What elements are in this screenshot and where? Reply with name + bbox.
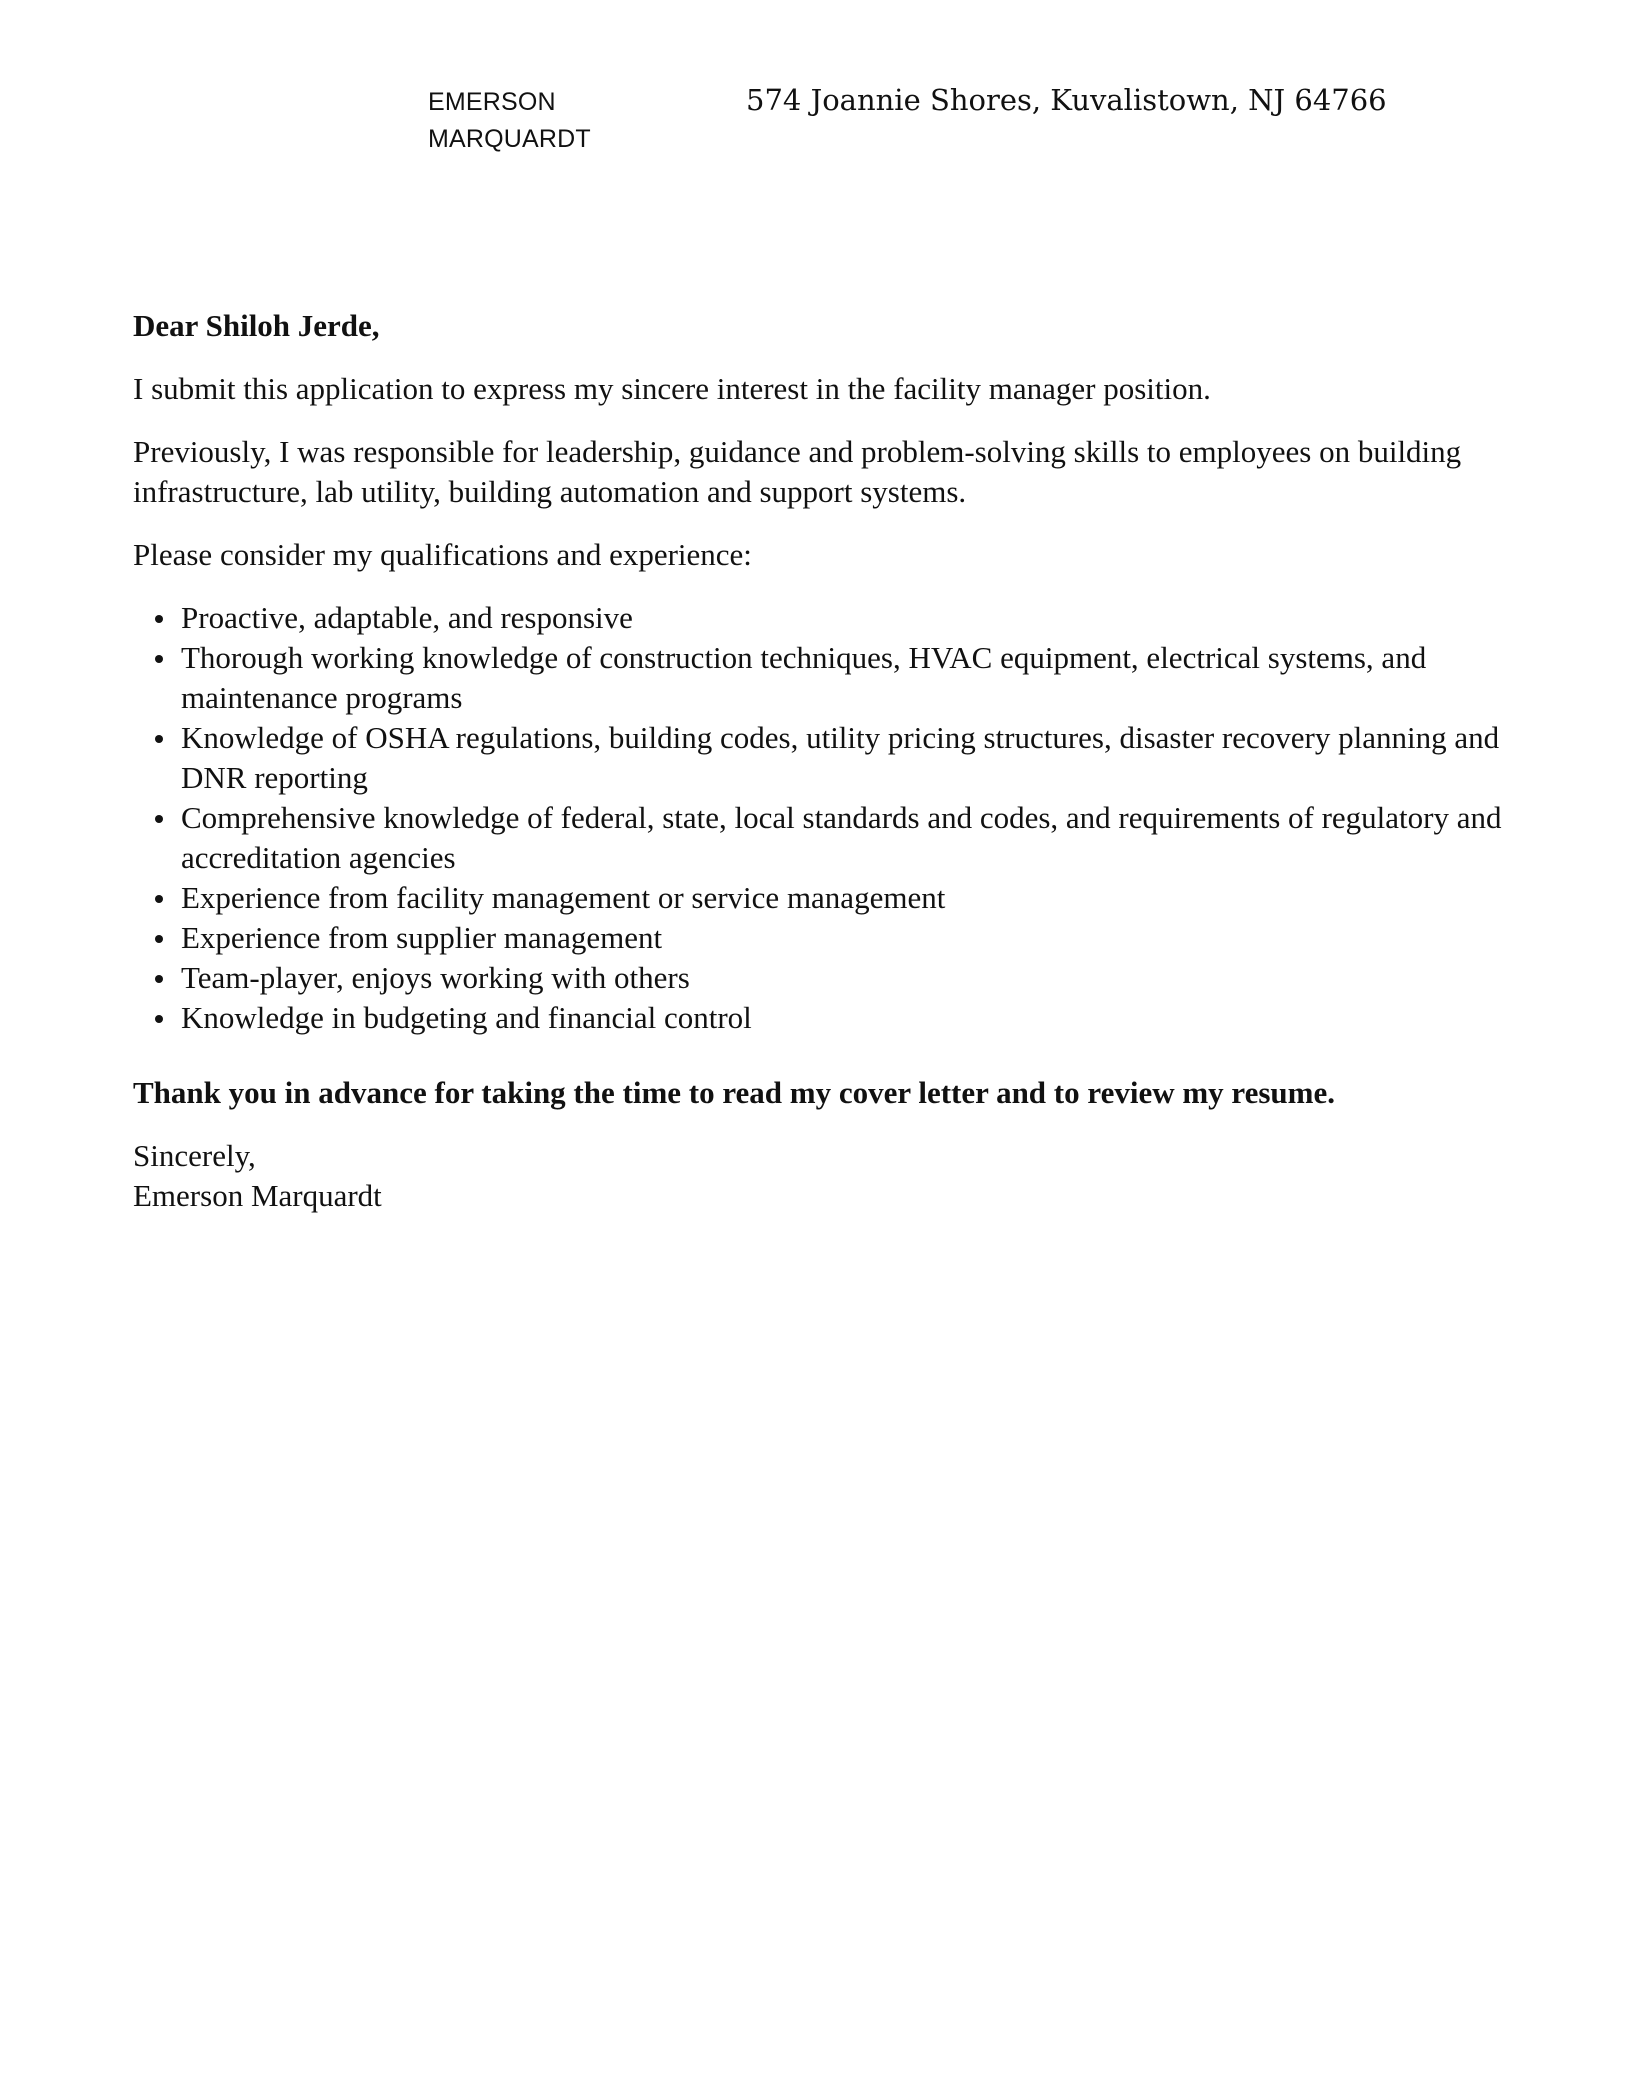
list-item: Comprehensive knowledge of federal, state, local standards and codes, and requirements of regulatory and accreditation agencies — [181, 798, 1503, 878]
list-item: Knowledge of OSHA regulations, building codes, utility pricing structures, disaster recovery planning and DNR reporting — [181, 718, 1503, 798]
list-item: Experience from supplier management — [181, 918, 1503, 958]
closing-statement: Thank you in advance for taking the time to read my cover letter and to review my resume. — [133, 1075, 1336, 1110]
list-item: Knowledge in budgeting and financial control — [181, 998, 1503, 1038]
salutation: Dear Shiloh Jerde, — [133, 308, 380, 343]
signature-name: Emerson Marquardt — [133, 1178, 382, 1213]
qualifications-list — [133, 598, 1503, 1038]
sender-name-last: MARQUARDT — [428, 125, 591, 153]
sender-address: 574 Joannie Shores, Kuvalistown, NJ 64766 — [746, 83, 1387, 117]
intro-paragraph: I submit this application to express my sincere interest in the facility manager position. — [133, 371, 1211, 406]
sender-name — [428, 84, 668, 158]
experience-paragraph: Previously, I was responsible for leadership, guidance and problem-solving skills to employees on building infrastructure, lab utility, building automation and support systems. — [133, 434, 1462, 509]
list-item: Team-player, enjoys working with others — [181, 958, 1503, 998]
signoff-block — [133, 1136, 1503, 1216]
list-item: Proactive, adaptable, and responsive — [181, 598, 1503, 638]
qualifications-intro: Please consider my qualifications and experience: — [133, 537, 752, 572]
list-item: Thorough working knowledge of construction techniques, HVAC equipment, electrical systems, and maintenance programs — [181, 638, 1503, 718]
sender-name-first: EMERSON — [428, 88, 556, 116]
letter-body — [133, 306, 1503, 1239]
signoff: Sincerely, — [133, 1138, 256, 1173]
list-item: Experience from facility management or service management — [181, 878, 1503, 918]
